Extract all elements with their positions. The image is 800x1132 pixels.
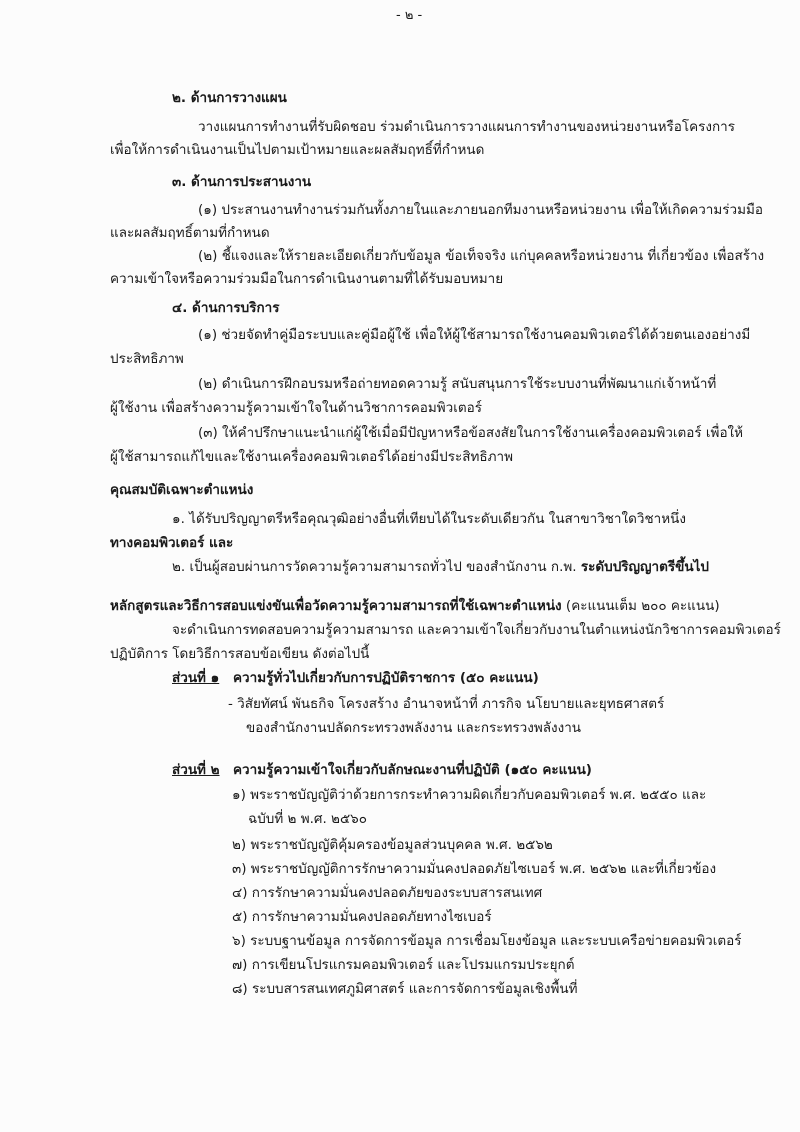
paragraph-line: ปฏิบัติการ โดยวิธีการสอบข้อเขียน ดังต่อไปนี้ xyxy=(110,646,370,662)
paragraph-line: วางแผนการทำงานที่รับผิดชอบ ร่วมดำเนินการวางแผนการทำงานของหน่วยงานหรือโครงการ xyxy=(198,119,735,135)
paragraph-line: (๓) ให้คำปรึกษาแนะนำแก่ผู้ใช้เมื่อมีปัญหาหรือข้อสงสัยในการใช้งานเครื่องคอมพิวเตอร์ เพื่อให้ xyxy=(198,425,744,441)
part1-bullet: - วิสัยทัศน์ พันธกิจ โครงสร้าง อำนาจหน้าที่ ภารกิจ นโยบายและยุทธศาสตร์ xyxy=(228,696,665,712)
section-heading-coordination: ๓. ด้านการประสานงาน xyxy=(172,174,312,190)
part2-item: ๓) พระราชบัญญัติการรักษาความมั่นคงปลอดภัยไซเบอร์ พ.ศ. ๒๕๖๒ และที่เกี่ยวข้อง xyxy=(232,861,717,877)
part2-item: ๔) การรักษาความมั่นคงปลอดภัยของระบบสารสนเทศ xyxy=(232,885,543,901)
paragraph-line: ประสิทธิภาพ xyxy=(110,351,184,367)
paragraph-line: ทางคอมพิวเตอร์ และ xyxy=(110,535,234,551)
part2-item-cont: ฉบับที่ ๒ พ.ศ. ๒๕๖๐ xyxy=(248,811,367,827)
paragraph-line: (๒) ดำเนินการฝึกอบรมหรือถ่ายทอดความรู้ สนับสนุนการใช้ระบบงานที่พัฒนาแก่เจ้าหน้าที่ xyxy=(198,376,717,392)
paragraph-line: (๑) ช่วยจัดทำคู่มือระบบและคู่มือผู้ใช้ เพื่อให้ผู้ใช้สามารถใช้งานคอมพิวเตอร์ได้ด้วยตนเองอย่างมี xyxy=(198,327,751,343)
exam-heading xyxy=(110,596,720,616)
exam-total-score: (คะแนนเต็ม ๒๐๐ คะแนน) xyxy=(561,598,720,614)
qualification-text: ๒. เป็นผู้สอบผ่านการวัดความรู้ความสามารถทั่วไป ของสำนักงาน ก.พ. xyxy=(172,559,581,575)
part1-bullet-cont: ของสำนักงานปลัดกระทรวงพลังงาน และกระทรวงพลังงาน xyxy=(246,720,582,736)
part1-title: ความรู้ทั่วไปเกี่ยวกับการปฏิบัติราชการ (๕๐ คะแนน) xyxy=(233,670,539,686)
qualifications-heading: คุณสมบัติเฉพาะตำแหน่ง xyxy=(110,482,254,498)
paragraph-line xyxy=(172,557,709,577)
part2-item: ๑) พระราชบัญญัติว่าด้วยการกระทำความผิดเกี่ยวกับคอมพิวเตอร์ พ.ศ. ๒๕๕๐ และ xyxy=(232,787,707,803)
exam-heading-text: หลักสูตรและวิธีการสอบแข่งขันเพื่อวัดความรู้ความสามารถที่ใช้เฉพาะตำแหน่ง xyxy=(110,598,562,614)
part2-item: ๕) การรักษาความมั่นคงปลอดภัยทางไซเบอร์ xyxy=(232,909,492,925)
paragraph-line: ความเข้าใจหรือความร่วมมือในการดำเนินงานตามที่ได้รับมอบหมาย xyxy=(110,271,504,287)
paragraph-line: (๑) ประสานงานทำงานร่วมกันทั้งภายในและภายนอกทีมงานหรือหน่วยงาน เพื่อให้เกิดความร่วมมือ xyxy=(198,202,764,218)
section-heading-planning: ๒. ด้านการวางแผน xyxy=(172,90,287,106)
part1-label: ส่วนที่ ๑ xyxy=(172,670,220,686)
paragraph-line: เพื่อให้การดำเนินงานเป็นไปตามเป้าหมายและผลสัมฤทธิ์ที่กำหนด xyxy=(110,142,485,158)
part2-label: ส่วนที่ ๒ xyxy=(172,762,220,778)
paragraph-line: ๑. ได้รับปริญญาตรีหรือคุณวุฒิอย่างอื่นที่เทียบได้ในระดับเดียวกัน ในสาขาวิชาใดวิชาหนึ่ง xyxy=(172,511,686,527)
part2-item: ๖) ระบบฐานข้อมูล การจัดการข้อมูล การเชื่อมโยงข้อมูล และระบบเครือข่ายคอมพิวเตอร์ xyxy=(232,933,742,949)
page-number: - ๒ - xyxy=(396,8,423,23)
section-heading-service: ๔. ด้านการบริการ xyxy=(172,300,280,316)
qualification-level: ระดับปริญญาตรีขึ้นไป xyxy=(580,559,709,575)
paragraph-line: จะดำเนินการทดสอบความรู้ความสามารถ และความเข้าใจเกี่ยวกับงานในตำแหน่งนักวิชาการคอมพิวเตอร์ xyxy=(172,622,781,638)
part2-item: ๗) การเขียนโปรแกรมคอมพิวเตอร์ และโปรมแกรมประยุกต์ xyxy=(232,957,575,973)
part2-title: ความรู้ความเข้าใจเกี่ยวกับลักษณะงานที่ปฏิบัติ (๑๕๐ คะแนน) xyxy=(233,762,592,778)
paragraph-line: ผู้ใช้งาน เพื่อสร้างความรู้ความเข้าใจในด้านวิชาการคอมพิวเตอร์ xyxy=(110,400,482,416)
paragraph-line: ผู้ใช้สามารถแก้ไขและใช้งานเครื่องคอมพิวเตอร์ได้อย่างมีประสิทธิภาพ xyxy=(110,449,513,465)
part2-item: ๒) พระราชบัญญัติคุ้มครองข้อมูลส่วนบุคคล พ.ศ. ๒๕๖๒ xyxy=(232,837,553,853)
paragraph-line: และผลสัมฤทธิ์ตามที่กำหนด xyxy=(110,225,270,241)
part2-item: ๘) ระบบสารสนเทศภูมิศาสตร์ และการจัดการข้อมูลเชิงพื้นที่ xyxy=(232,981,578,997)
paragraph-line: (๒) ชี้แจงและให้รายละเอียดเกี่ยวกับข้อมูล ข้อเท็จจริง แก่บุคคลหรือหน่วยงาน ที่เกี่ยวข้อง เพื่อสร้าง xyxy=(198,248,765,264)
